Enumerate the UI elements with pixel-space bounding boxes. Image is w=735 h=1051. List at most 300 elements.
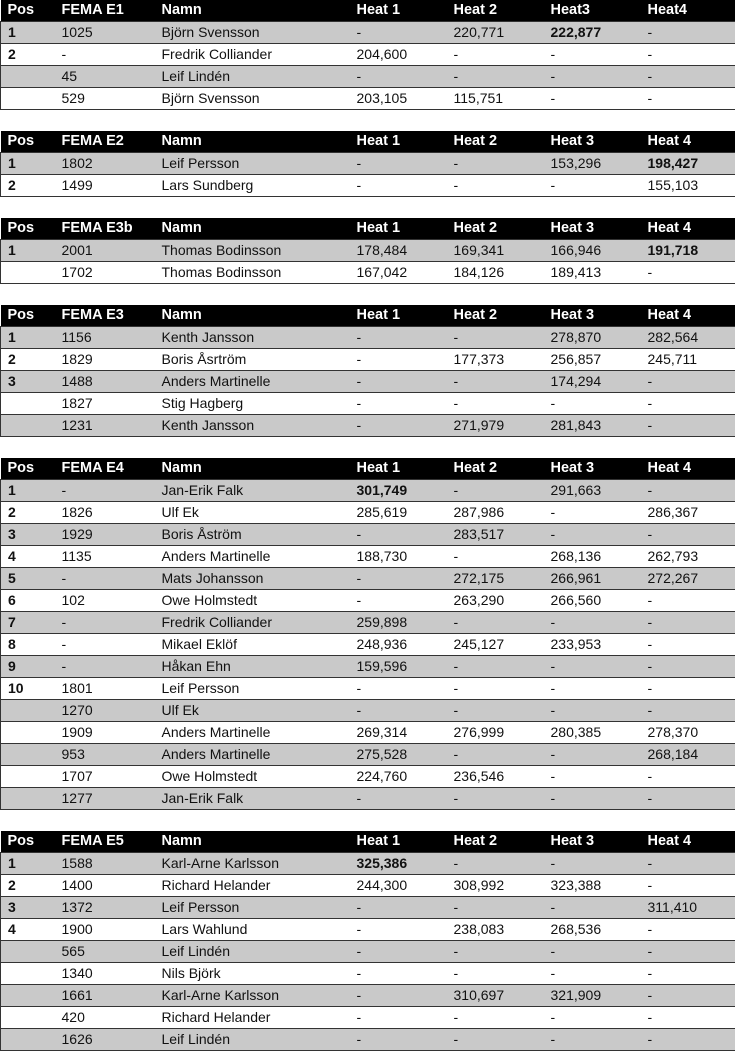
fema-id-cell: 1829 (55, 349, 155, 371)
table-row (1, 349, 735, 371)
heat2-cell: - (447, 327, 544, 349)
class-header: FEMA E3 (55, 305, 155, 327)
heat1-cell: - (350, 963, 447, 985)
table-row (1, 853, 735, 875)
table-row (1, 262, 735, 284)
table-row (1, 546, 735, 568)
position-cell: 6 (1, 590, 55, 612)
name-header: Namn (155, 218, 350, 240)
position-cell: 5 (1, 568, 55, 590)
heat4-cell: - (641, 634, 735, 656)
heat2-cell: - (447, 897, 544, 919)
position-cell (1, 88, 55, 110)
heat4-cell: - (641, 985, 735, 1007)
heat4-cell: - (641, 88, 735, 110)
heat3-cell: - (544, 175, 641, 197)
heat4-cell: 198,427 (641, 153, 735, 175)
fema-id-cell: 1661 (55, 985, 155, 1007)
heat2-cell: - (447, 44, 544, 66)
driver-name-cell: Mikael Eklöf (155, 634, 350, 656)
table-row (1, 240, 735, 262)
results-table-section (0, 131, 735, 197)
driver-name-cell: Anders Martinelle (155, 371, 350, 393)
position-cell (1, 262, 55, 284)
results-table-section (0, 218, 735, 284)
fema-id-cell: 2001 (55, 240, 155, 262)
position-cell (1, 744, 55, 766)
heat3-cell: - (544, 66, 641, 88)
pos-header: Pos (1, 0, 55, 22)
driver-name-cell: Mats Johansson (155, 568, 350, 590)
heat4-cell: - (641, 788, 735, 810)
heat1-cell: - (350, 678, 447, 700)
heat3-cell: 281,843 (544, 415, 641, 437)
heat1-cell: 285,619 (350, 502, 447, 524)
table-row (1, 22, 735, 44)
name-header: Namn (155, 458, 350, 480)
results-table-section (0, 0, 735, 110)
results-table-section (0, 305, 735, 437)
heat2-header: Heat 2 (447, 131, 544, 153)
heat3-cell: - (544, 941, 641, 963)
heat1-cell: - (350, 1007, 447, 1029)
heat4-header: Heat 4 (641, 458, 735, 480)
heat1-cell: - (350, 393, 447, 415)
position-cell: 1 (1, 853, 55, 875)
results-table (0, 831, 735, 1051)
table-header-row (1, 0, 735, 22)
table-row (1, 568, 735, 590)
heat1-cell: - (350, 349, 447, 371)
table-row (1, 744, 735, 766)
fema-id-cell: 1488 (55, 371, 155, 393)
table-row (1, 327, 735, 349)
heat1-cell: 188,730 (350, 546, 447, 568)
table-row (1, 656, 735, 678)
table-row (1, 393, 735, 415)
heat1-cell: 248,936 (350, 634, 447, 656)
driver-name-cell: Ulf Ek (155, 502, 350, 524)
heat2-cell: 169,341 (447, 240, 544, 262)
driver-name-cell: Owe Holmstedt (155, 590, 350, 612)
fema-id-cell: 1929 (55, 524, 155, 546)
heat3-cell: - (544, 88, 641, 110)
heat1-header: Heat 1 (350, 218, 447, 240)
fema-id-cell: 1277 (55, 788, 155, 810)
fema-id-cell: 1270 (55, 700, 155, 722)
driver-name-cell: Thomas Bodinsson (155, 240, 350, 262)
results-table (0, 0, 735, 110)
heat1-cell: - (350, 327, 447, 349)
fema-id-cell: 1801 (55, 678, 155, 700)
fema-id-cell: 1400 (55, 875, 155, 897)
heat3-header: Heat 3 (544, 218, 641, 240)
heat2-header: Heat 2 (447, 831, 544, 853)
driver-name-cell: Håkan Ehn (155, 656, 350, 678)
heat3-cell: - (544, 853, 641, 875)
table-row (1, 415, 735, 437)
fema-id-cell: 1826 (55, 502, 155, 524)
heat3-cell: 266,560 (544, 590, 641, 612)
heat3-header: Heat 3 (544, 305, 641, 327)
heat4-cell: 262,793 (641, 546, 735, 568)
heat2-cell: 272,175 (447, 568, 544, 590)
heat2-cell: - (447, 546, 544, 568)
position-cell: 2 (1, 44, 55, 66)
heat3-cell: - (544, 656, 641, 678)
table-row (1, 612, 735, 634)
fema-id-cell: 1802 (55, 153, 155, 175)
position-cell (1, 788, 55, 810)
heat1-cell: - (350, 941, 447, 963)
heat4-cell: - (641, 66, 735, 88)
heat3-header: Heat3 (544, 0, 641, 22)
fema-id-cell: 565 (55, 941, 155, 963)
heat1-cell: - (350, 788, 447, 810)
heat1-cell: - (350, 22, 447, 44)
heat1-cell: 178,484 (350, 240, 447, 262)
heat1-cell: - (350, 919, 447, 941)
heat4-cell: - (641, 371, 735, 393)
heat2-cell: - (447, 66, 544, 88)
position-cell: 1 (1, 480, 55, 502)
heat4-cell: - (641, 919, 735, 941)
table-row (1, 371, 735, 393)
driver-name-cell: Richard Helander (155, 875, 350, 897)
driver-name-cell: Anders Martinelle (155, 546, 350, 568)
table-header-row (1, 831, 735, 853)
heat3-cell: 323,388 (544, 875, 641, 897)
position-cell: 10 (1, 678, 55, 700)
heat3-cell: - (544, 897, 641, 919)
heat3-cell: - (544, 678, 641, 700)
heat3-cell: 266,961 (544, 568, 641, 590)
driver-name-cell: Anders Martinelle (155, 722, 350, 744)
heat3-cell: - (544, 766, 641, 788)
heat3-cell: 280,385 (544, 722, 641, 744)
heat4-cell: - (641, 44, 735, 66)
name-header: Namn (155, 131, 350, 153)
heat3-cell: - (544, 524, 641, 546)
heat4-cell: - (641, 963, 735, 985)
fema-id-cell: 1707 (55, 766, 155, 788)
heat3-cell: 321,909 (544, 985, 641, 1007)
position-cell: 9 (1, 656, 55, 678)
heat4-cell: - (641, 1029, 735, 1051)
heat2-cell: - (447, 612, 544, 634)
heat3-header: Heat 3 (544, 131, 641, 153)
fema-id-cell: 1156 (55, 327, 155, 349)
fema-id-cell: 1231 (55, 415, 155, 437)
driver-name-cell: Björn Svensson (155, 88, 350, 110)
table-row (1, 700, 735, 722)
heat1-cell: 325,386 (350, 853, 447, 875)
heat2-cell: - (447, 853, 544, 875)
heat4-cell: 268,184 (641, 744, 735, 766)
table-row (1, 153, 735, 175)
pos-header: Pos (1, 131, 55, 153)
driver-name-cell: Thomas Bodinsson (155, 262, 350, 284)
heat4-cell: 286,367 (641, 502, 735, 524)
heat3-cell: 278,870 (544, 327, 641, 349)
heat3-cell: 233,953 (544, 634, 641, 656)
heat1-cell: - (350, 985, 447, 1007)
driver-name-cell: Jan-Erik Falk (155, 480, 350, 502)
heat1-header: Heat 1 (350, 305, 447, 327)
heat2-cell: - (447, 700, 544, 722)
heat2-header: Heat 2 (447, 0, 544, 22)
heat3-cell: - (544, 393, 641, 415)
heat2-cell: - (447, 744, 544, 766)
fema-id-cell: 1025 (55, 22, 155, 44)
fema-id-cell: 1626 (55, 1029, 155, 1051)
heat1-cell: 275,528 (350, 744, 447, 766)
heat3-cell: 268,136 (544, 546, 641, 568)
table-row (1, 985, 735, 1007)
position-cell: 4 (1, 919, 55, 941)
position-cell: 2 (1, 349, 55, 371)
driver-name-cell: Kenth Jansson (155, 327, 350, 349)
heat2-cell: - (447, 371, 544, 393)
heat1-cell: - (350, 700, 447, 722)
driver-name-cell: Leif Persson (155, 678, 350, 700)
position-cell (1, 393, 55, 415)
table-row (1, 1029, 735, 1051)
heat1-cell: 159,596 (350, 656, 447, 678)
heat4-cell: - (641, 262, 735, 284)
driver-name-cell: Björn Svensson (155, 22, 350, 44)
heat2-cell: 276,999 (447, 722, 544, 744)
table-row (1, 502, 735, 524)
heat1-cell: - (350, 175, 447, 197)
heat3-header: Heat 3 (544, 831, 641, 853)
heat1-cell: - (350, 415, 447, 437)
heat2-cell: 177,373 (447, 349, 544, 371)
table-row (1, 897, 735, 919)
table-row (1, 678, 735, 700)
heat3-cell: - (544, 963, 641, 985)
heat3-cell: 166,946 (544, 240, 641, 262)
heat4-cell: - (641, 853, 735, 875)
fema-id-cell: 1340 (55, 963, 155, 985)
heat2-cell: - (447, 1007, 544, 1029)
heat1-cell: 269,314 (350, 722, 447, 744)
fema-id-cell: - (55, 612, 155, 634)
table-row (1, 590, 735, 612)
driver-name-cell: Leif Persson (155, 153, 350, 175)
class-header: FEMA E3b (55, 218, 155, 240)
position-cell (1, 985, 55, 1007)
table-row (1, 175, 735, 197)
heat1-cell: - (350, 153, 447, 175)
position-cell: 7 (1, 612, 55, 634)
position-cell (1, 963, 55, 985)
heat4-cell: - (641, 656, 735, 678)
heat3-cell: - (544, 788, 641, 810)
position-cell (1, 1029, 55, 1051)
heat1-cell: - (350, 66, 447, 88)
table-header-row (1, 305, 735, 327)
fema-id-cell: - (55, 480, 155, 502)
heat3-cell: - (544, 44, 641, 66)
pos-header: Pos (1, 218, 55, 240)
driver-name-cell: Stig Hagberg (155, 393, 350, 415)
heat4-header: Heat 4 (641, 305, 735, 327)
heat1-header: Heat 1 (350, 131, 447, 153)
heat3-cell: 256,857 (544, 349, 641, 371)
heat2-cell: 287,986 (447, 502, 544, 524)
heat4-header: Heat 4 (641, 831, 735, 853)
heat3-header: Heat 3 (544, 458, 641, 480)
heat2-cell: 115,751 (447, 88, 544, 110)
fema-id-cell: 1909 (55, 722, 155, 744)
position-cell: 1 (1, 22, 55, 44)
fema-id-cell: 1372 (55, 897, 155, 919)
heat4-cell: - (641, 875, 735, 897)
table-row (1, 722, 735, 744)
heat1-cell: - (350, 568, 447, 590)
driver-name-cell: Karl-Arne Karlsson (155, 985, 350, 1007)
class-header: FEMA E4 (55, 458, 155, 480)
position-cell: 2 (1, 502, 55, 524)
heat2-cell: - (447, 393, 544, 415)
table-row (1, 919, 735, 941)
heat2-header: Heat 2 (447, 458, 544, 480)
fema-id-cell: 45 (55, 66, 155, 88)
heat4-cell: - (641, 480, 735, 502)
heat2-cell: 283,517 (447, 524, 544, 546)
heat1-header: Heat 1 (350, 831, 447, 853)
fema-id-cell: 1588 (55, 853, 155, 875)
table-row (1, 88, 735, 110)
results-table (0, 305, 735, 437)
driver-name-cell: Fredrik Colliander (155, 44, 350, 66)
heat2-cell: - (447, 656, 544, 678)
table-row (1, 963, 735, 985)
name-header: Namn (155, 831, 350, 853)
position-cell: 3 (1, 371, 55, 393)
table-row (1, 44, 735, 66)
fema-id-cell: 1900 (55, 919, 155, 941)
driver-name-cell: Nils Björk (155, 963, 350, 985)
driver-name-cell: Ulf Ek (155, 700, 350, 722)
table-row (1, 941, 735, 963)
heat2-cell: 238,083 (447, 919, 544, 941)
heat2-header: Heat 2 (447, 218, 544, 240)
position-cell: 3 (1, 524, 55, 546)
heat4-cell: 282,564 (641, 327, 735, 349)
driver-name-cell: Boris Åström (155, 524, 350, 546)
heat4-cell: - (641, 22, 735, 44)
heat2-cell: - (447, 153, 544, 175)
position-cell (1, 66, 55, 88)
heat1-cell: - (350, 524, 447, 546)
heat2-cell: - (447, 963, 544, 985)
heat2-cell: - (447, 1029, 544, 1051)
heat4-cell: - (641, 524, 735, 546)
heat2-cell: - (447, 678, 544, 700)
driver-name-cell: Fredrik Colliander (155, 612, 350, 634)
heat2-cell: 184,126 (447, 262, 544, 284)
heat4-header: Heat 4 (641, 218, 735, 240)
heat1-cell: - (350, 371, 447, 393)
fema-id-cell: - (55, 568, 155, 590)
fema-id-cell: 1827 (55, 393, 155, 415)
driver-name-cell: Jan-Erik Falk (155, 788, 350, 810)
heat1-cell: 259,898 (350, 612, 447, 634)
position-cell (1, 766, 55, 788)
driver-name-cell: Lars Wahlund (155, 919, 350, 941)
heat2-cell: 220,771 (447, 22, 544, 44)
driver-name-cell: Leif Lindén (155, 941, 350, 963)
table-header-row (1, 458, 735, 480)
heat3-cell: - (544, 612, 641, 634)
driver-name-cell: Lars Sundberg (155, 175, 350, 197)
position-cell: 1 (1, 327, 55, 349)
heat4-cell: - (641, 590, 735, 612)
table-row (1, 480, 735, 502)
results-table (0, 131, 735, 197)
heat3-cell: 153,296 (544, 153, 641, 175)
heat4-cell: - (641, 612, 735, 634)
heat4-cell: 245,711 (641, 349, 735, 371)
heat4-cell: - (641, 678, 735, 700)
heat3-cell: - (544, 1029, 641, 1051)
pos-header: Pos (1, 831, 55, 853)
fema-id-cell: 420 (55, 1007, 155, 1029)
heat3-cell: 291,663 (544, 480, 641, 502)
heat4-cell: 155,103 (641, 175, 735, 197)
heat2-cell: 310,697 (447, 985, 544, 1007)
driver-name-cell: Anders Martinelle (155, 744, 350, 766)
pos-header: Pos (1, 458, 55, 480)
heat4-cell: - (641, 941, 735, 963)
results-table (0, 458, 735, 810)
heat1-cell: 244,300 (350, 875, 447, 897)
heat2-cell: - (447, 480, 544, 502)
table-header-row (1, 131, 735, 153)
heat4-cell: 191,718 (641, 240, 735, 262)
position-cell (1, 700, 55, 722)
heat1-cell: - (350, 590, 447, 612)
driver-name-cell: Owe Holmstedt (155, 766, 350, 788)
heat1-cell: 167,042 (350, 262, 447, 284)
position-cell (1, 941, 55, 963)
heat2-cell: 271,979 (447, 415, 544, 437)
table-row (1, 788, 735, 810)
fema-id-cell: - (55, 44, 155, 66)
fema-id-cell: 1135 (55, 546, 155, 568)
results-table-section (0, 458, 735, 810)
heat4-cell: - (641, 1007, 735, 1029)
table-header-row (1, 218, 735, 240)
heat3-cell: - (544, 700, 641, 722)
position-cell: 8 (1, 634, 55, 656)
results-table-section (0, 831, 735, 1051)
heat1-cell: 224,760 (350, 766, 447, 788)
heat3-cell: - (544, 744, 641, 766)
table-row (1, 766, 735, 788)
heat3-cell: 268,536 (544, 919, 641, 941)
table-row (1, 875, 735, 897)
driver-name-cell: Richard Helander (155, 1007, 350, 1029)
heat4-header: Heat4 (641, 0, 735, 22)
heat1-cell: - (350, 1029, 447, 1051)
class-header: FEMA E5 (55, 831, 155, 853)
fema-id-cell: 1499 (55, 175, 155, 197)
fema-id-cell: 102 (55, 590, 155, 612)
position-cell: 2 (1, 875, 55, 897)
